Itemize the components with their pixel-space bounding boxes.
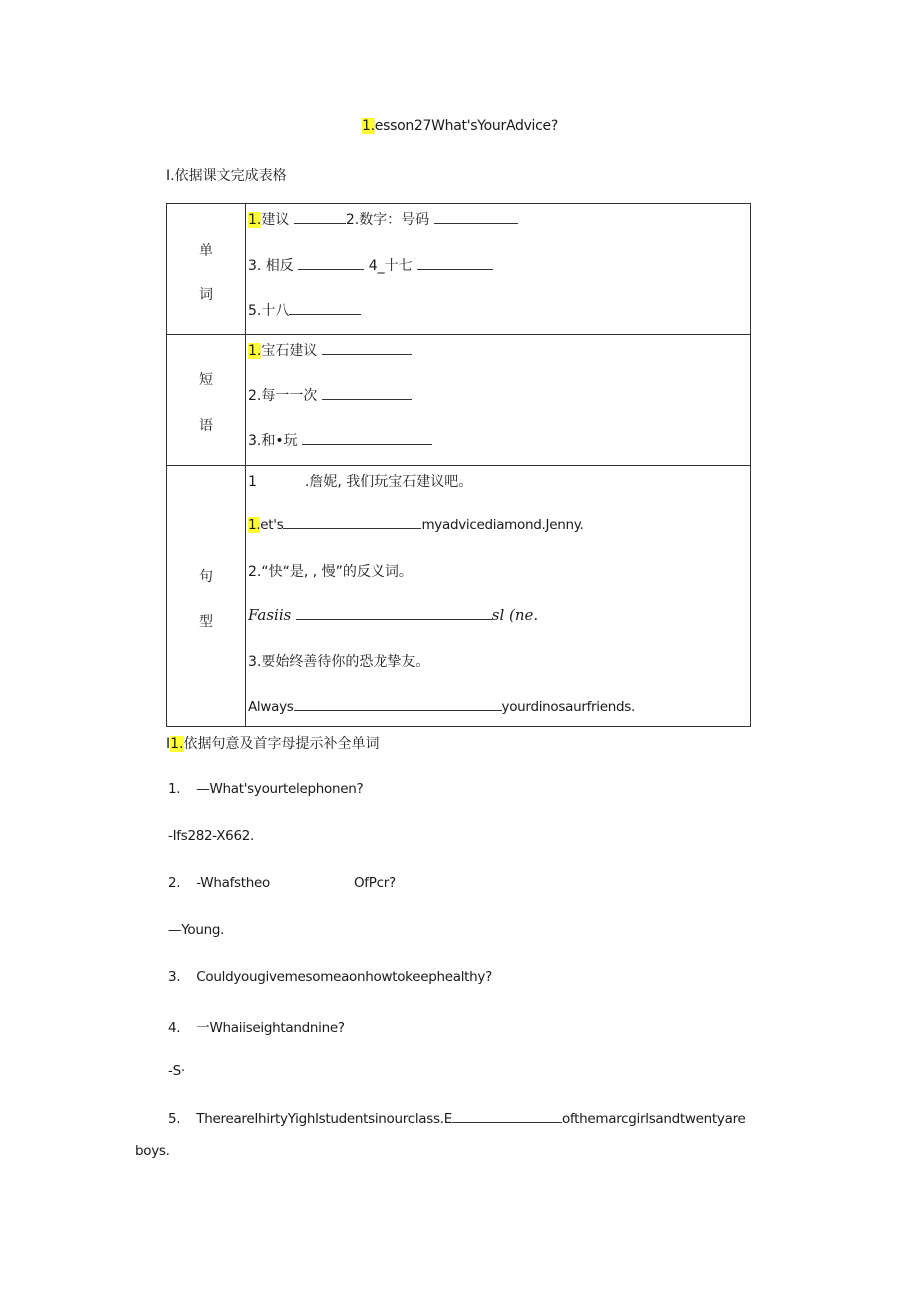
phrases-label-2: 语 [199,418,213,434]
word-item-1-text: 建议 [261,212,290,228]
answer-4: -S· [168,1063,185,1079]
sentence-3-en-a: Always [248,699,294,715]
page-title [0,118,920,134]
phrase-item-1 [248,340,412,360]
sentence-2-blank[interactable] [296,607,492,620]
phrases-row [167,335,751,466]
sentences-label-1: 句 [199,569,213,585]
phrase-blank-2[interactable] [322,387,412,400]
sentence-1-cn-text: .詹妮, 我们玩宝石建议吧。 [304,474,473,490]
question-5-blank[interactable] [452,1110,562,1123]
sentence-2-cn: 2.“快“是, , 慢”的反义词。 [248,564,413,580]
sentence-1-en-a: et's [260,517,284,533]
phrase-item-1-text: 宝石建议 [261,343,318,359]
answer-2: —Young. [168,922,225,938]
words-content-cell [246,204,751,335]
phrases-label-1: 短 [199,372,213,388]
sentences-row [167,466,751,727]
phrase-blank-1[interactable] [322,342,412,355]
sentence-1-cn [248,471,472,491]
question-4 [168,1016,345,1036]
word-blank-1[interactable] [294,211,346,224]
section2-heading-marker: 1. [170,736,184,752]
question-1-num: 1. [168,781,181,797]
phrases-content-cell [246,335,751,466]
words-row [167,204,751,335]
question-1-text: —What'syourtelephonen? [196,781,364,797]
sentence-2-en-a: Fasiis [248,606,292,624]
sentence-1-num: 1 [248,474,257,490]
sentence-3-en [248,698,635,715]
question-1 [168,781,363,797]
sentence-2-en-b: sl (ne. [491,606,539,624]
question-5-num: 5. [168,1111,181,1127]
question-5-text-b: ofthemarcgirlsandtwentyare [561,1111,746,1127]
phrase-item-2-text: 2.每一一次 [248,388,318,404]
section2-heading-text: 依据句意及首字母提示补全单词 [183,736,380,752]
phrase-item-1-marker: 1. [248,343,262,359]
word-item-5 [248,300,361,320]
word-item-1-marker: 1. [248,212,262,228]
sentence-1-en-b: myadvicediamond.Jenny. [421,517,584,533]
title-text: esson27What'sYourAdvice? [374,118,558,134]
word-item-5-text: 5.十八 [248,303,290,319]
phrase-item-3 [248,430,432,450]
sentence-1-blank[interactable] [283,516,421,529]
title-highlight-marker: 1. [362,118,375,134]
sentence-1-en-marker: 1. [248,517,261,533]
vocab-table [166,203,751,727]
word-blank-2[interactable] [434,211,518,224]
phrase-item-3-text: 3.和•玩 [248,433,298,449]
word-item-4-text: 4_十七 [368,258,413,274]
word-blank-4[interactable] [417,257,493,270]
sentence-3-blank[interactable] [294,698,502,711]
question-2-num: 2. [168,875,181,891]
word-blank-5[interactable] [289,302,361,315]
sentences-content-cell [246,466,751,727]
word-item-3 [248,255,493,275]
word-blank-3[interactable] [298,257,364,270]
phrase-blank-3[interactable] [302,432,432,445]
phrases-label-cell [167,335,246,466]
question-4-num: 4. [168,1020,181,1036]
section2-heading-prefix: I [166,736,171,752]
words-label-cell [167,204,246,335]
sentences-label-cell [167,466,246,727]
question-2 [168,875,396,891]
answer-1: -Ifs282-X662. [168,828,255,844]
word-item-3-text: 3. 相反 [248,258,294,274]
question-5 [168,1110,746,1127]
question-5-continued: boys. [135,1143,170,1159]
word-item-2-text: 2.数字：号码 [345,212,430,228]
sentence-1-en [248,516,583,533]
section2-heading [166,733,380,753]
question-2-text-b: OfPcr? [353,875,396,891]
words-label-1: 单 [199,243,213,259]
question-3-text: Couldyougivemesomeaonhowtokeephealthy? [196,969,492,985]
words-label-2: 词 [199,287,213,303]
question-3-num: 3. [168,969,181,985]
sentence-2-en [248,606,538,624]
question-4-text: 一Whaiiseightandnine? [196,1020,345,1036]
sentence-3-en-b: yourdinosaurfriends. [501,699,636,715]
question-2-text-a: -Whafstheo [196,875,270,891]
phrase-item-2 [248,385,412,405]
section1-heading: I.依据课文完成表格 [166,168,287,184]
question-3 [168,969,492,985]
sentences-label-2: 型 [199,614,213,630]
sentence-3-cn: 3.要始终善待你的恐龙挚友。 [248,654,430,670]
question-5-text-a: ThereareIhirtyYighlstudentsinourclass.E [196,1111,452,1127]
word-item-1 [248,209,518,229]
